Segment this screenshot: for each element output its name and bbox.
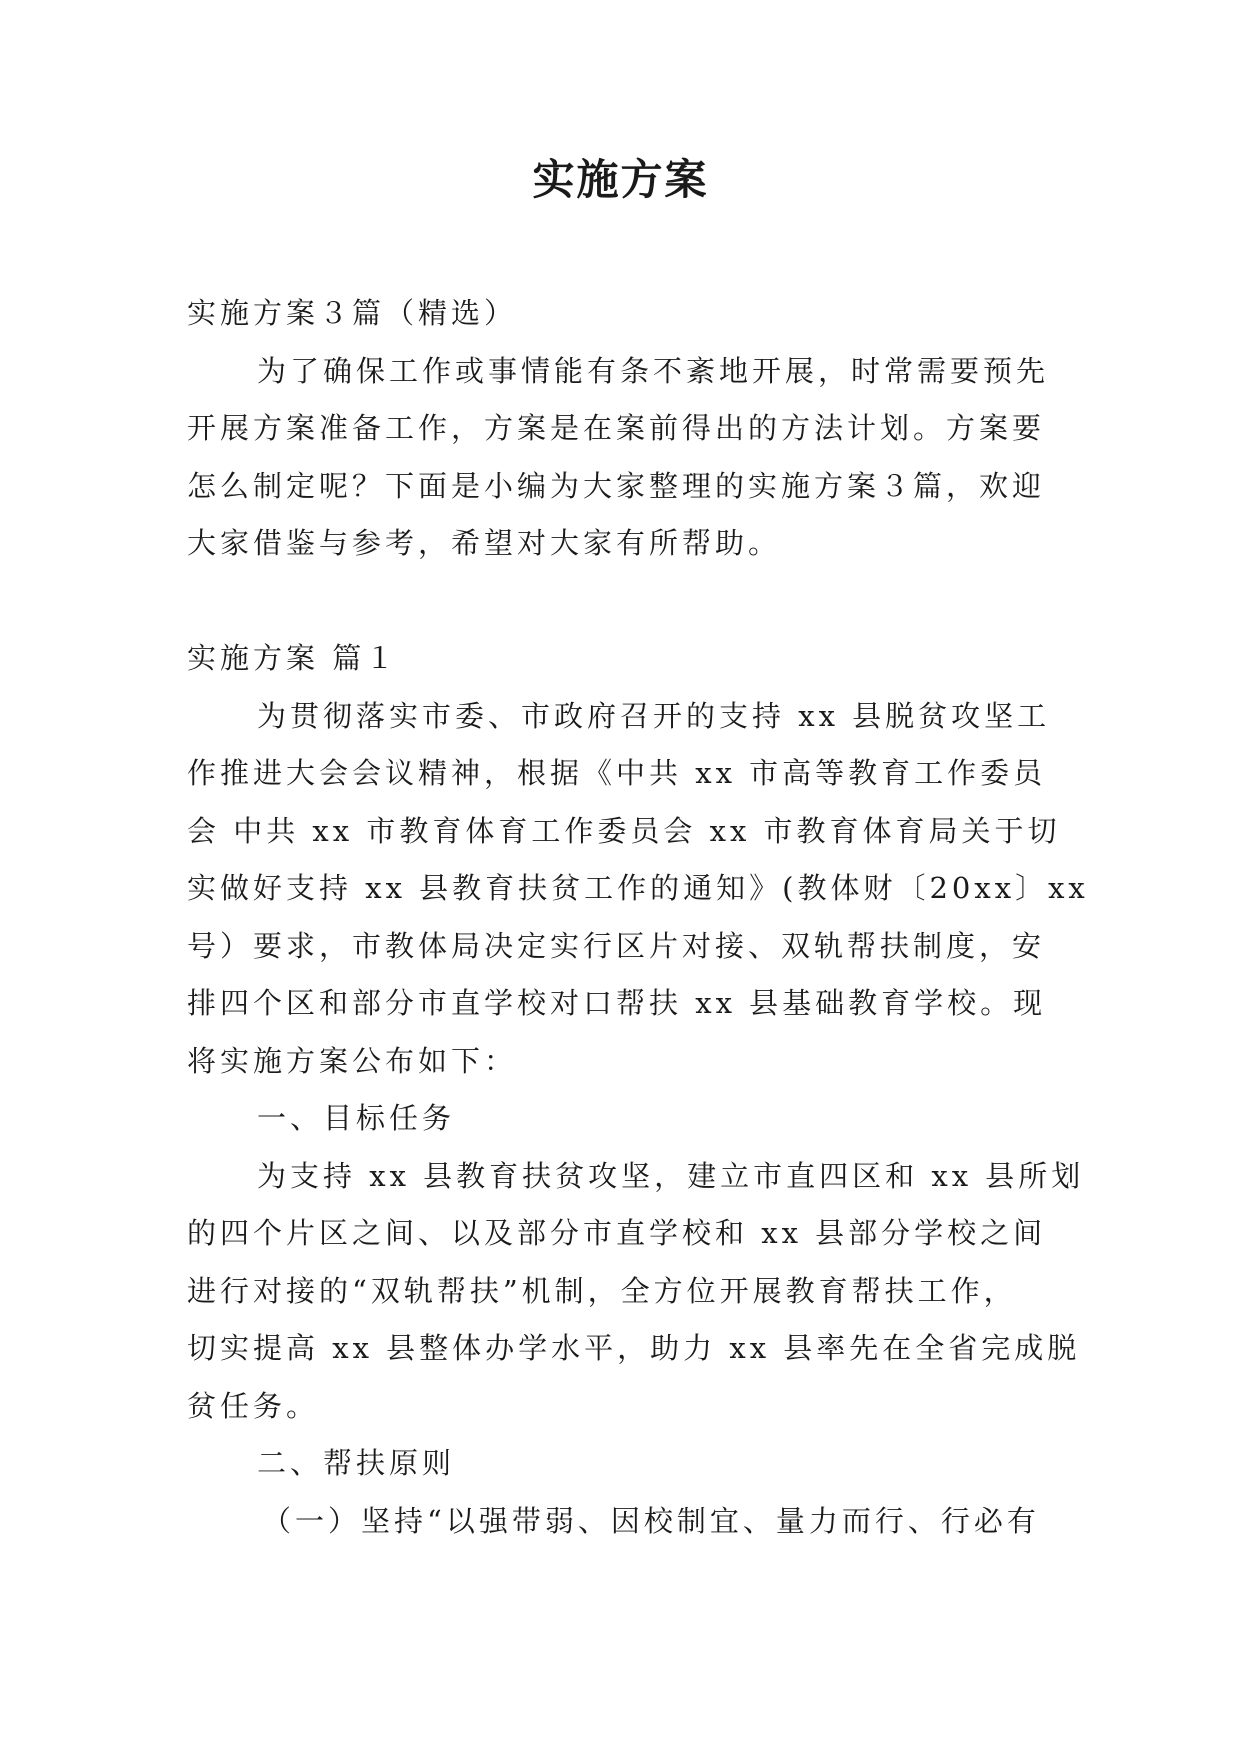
section-paragraph-1 — [187, 688, 1089, 1091]
paragraph-line: 号）要求，市教体局决定实行区片对接、双轨帮扶制度，安 — [187, 928, 1046, 963]
document-title: 实施方案 — [532, 155, 709, 204]
paragraph-line: 为支持 xx 县教育扶贫攻坚，建立市直四区和 xx 县所划 — [257, 1158, 1085, 1193]
principle-line: （一）坚持“以强带弱、因校制宜、量力而行、行必有 — [262, 1503, 1040, 1538]
section-paragraph-2 — [187, 1148, 1085, 1436]
intro-paragraph — [187, 343, 1057, 573]
paragraph-line: 的四个片区之间、以及部分市直学校和 xx 县部分学校之间 — [187, 1216, 1047, 1250]
intro-line: 大家借鉴与参考，希望对大家有所帮助。 — [187, 526, 782, 560]
section-heading: 实施方案 篇１ — [187, 641, 399, 675]
paragraph-line: 贫任务。 — [187, 1388, 320, 1423]
heading-goals: 一、目标任务 — [257, 1101, 456, 1135]
paragraph-line: 为贯彻落实市委、市政府召开的支持 xx 县脱贫攻坚工 — [257, 698, 1051, 733]
heading-principles: 二、帮扶原则 — [257, 1446, 456, 1480]
intro-line: 开展方案准备工作，方案是在案前得出的方法计划。方案要 — [187, 411, 1046, 445]
paragraph-line: 切实提高 xx 县整体办学水平，助力 xx 县率先在全省完成脱 — [187, 1331, 1081, 1365]
document-body — [187, 285, 1089, 1550]
paragraph-line: 作推进大会会议精神，根据《中共 xx 市高等教育工作委员 — [187, 756, 1047, 790]
paragraph-line: 实做好支持 xx 县教育扶贫工作的通知》(教体财〔20xx〕xx — [187, 871, 1089, 905]
intro-line: 为了确保工作或事情能有条不紊地开展，时常需要预先 — [257, 353, 1050, 388]
intro-line: 怎么制定呢？下面是小编为大家整理的实施方案３篇，欢迎 — [187, 468, 1046, 503]
paragraph-gap — [187, 573, 1057, 631]
paragraph-line: 会 中共 xx 市教育体育工作委员会 xx 市教育体育局关于切 — [187, 813, 1061, 848]
paragraph-line: 将实施方案公布如下： — [187, 1043, 518, 1078]
paragraph-line: 进行对接的“双轨帮扶”机制，全方位开展教育帮扶工作， — [187, 1273, 1017, 1308]
document-subtitle: 实施方案３篇（精选） — [187, 296, 518, 330]
paragraph-line: 排四个区和部分市直学校对口帮扶 xx 县基础教育学校。现 — [187, 986, 1047, 1020]
